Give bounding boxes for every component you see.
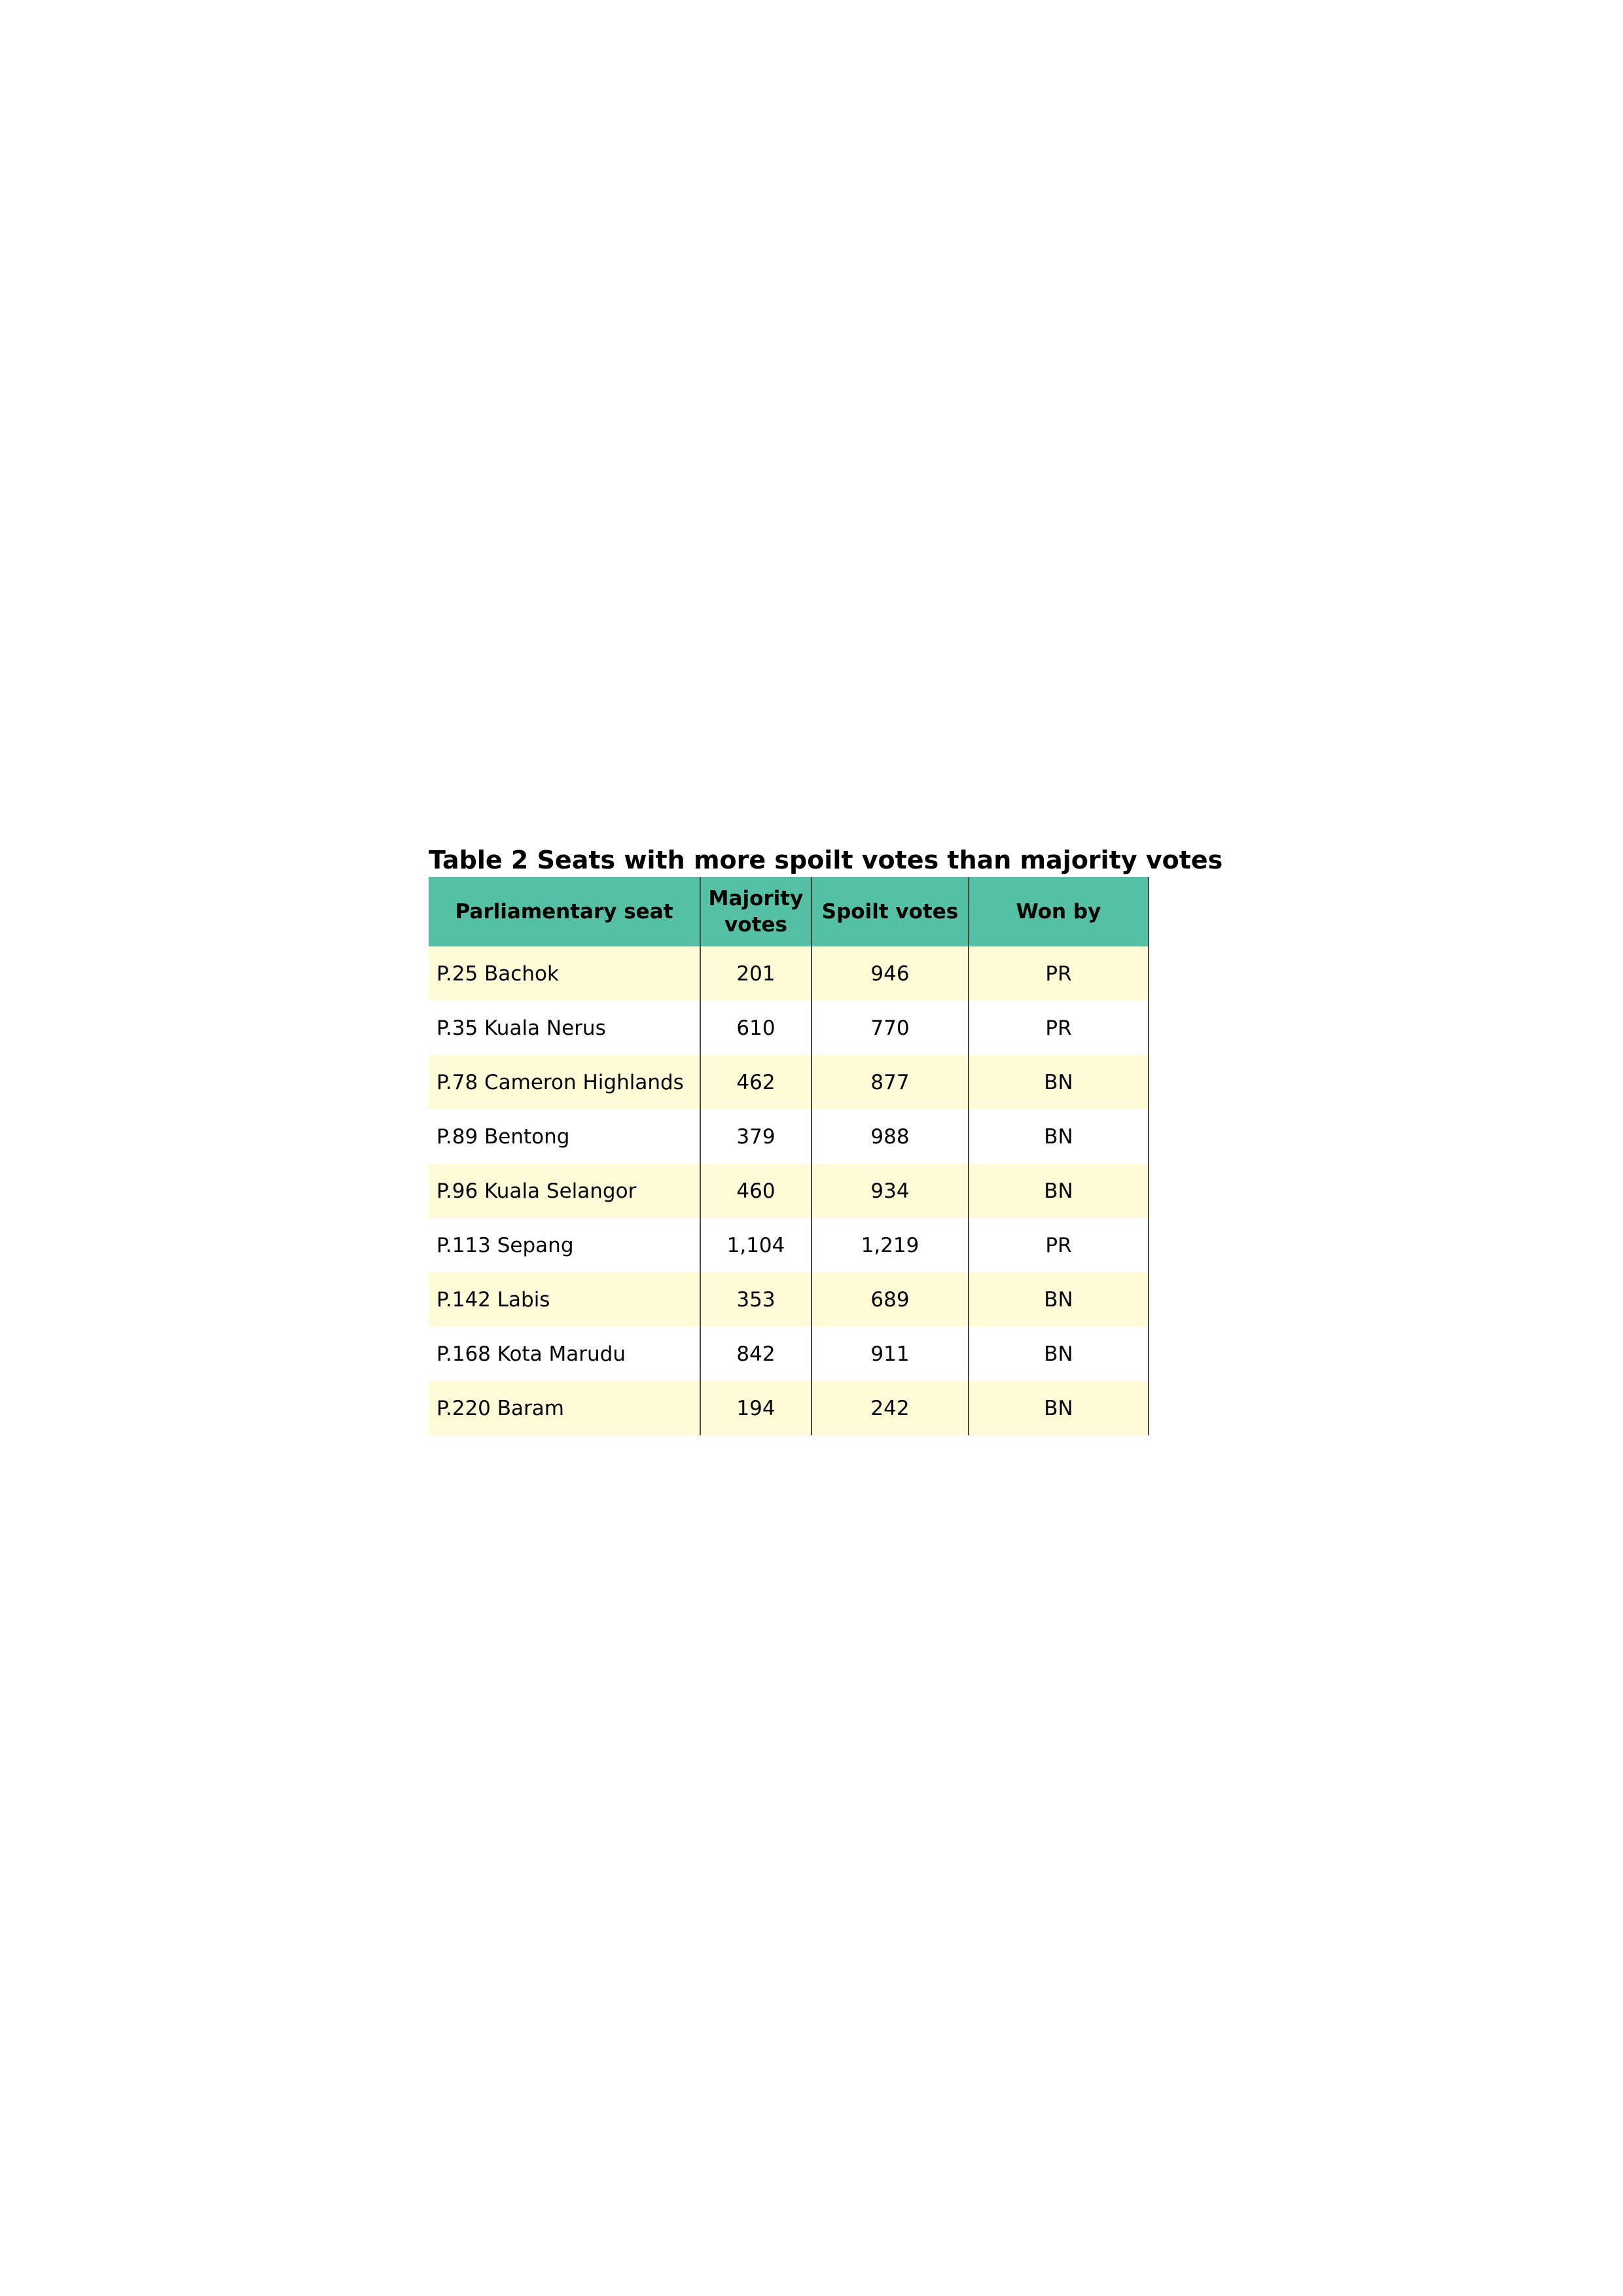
header-won-by: Won by xyxy=(969,877,1149,946)
cell-won-by: BN xyxy=(969,1327,1149,1381)
table-row xyxy=(429,1218,1149,1272)
cell-won-by: BN xyxy=(969,1272,1149,1327)
cell-parliamentary-seat: P.142 Labis xyxy=(429,1272,700,1327)
cell-parliamentary-seat: P.220 Baram xyxy=(429,1381,700,1435)
cell-won-by: PR xyxy=(969,946,1149,1001)
table-row xyxy=(429,1164,1149,1218)
cell-majority-votes: 379 xyxy=(700,1109,812,1164)
cell-won-by: PR xyxy=(969,1218,1149,1272)
cell-majority-votes: 201 xyxy=(700,946,812,1001)
table-row xyxy=(429,1381,1149,1435)
cell-spoilt-votes: 1,219 xyxy=(812,1218,969,1272)
cell-spoilt-votes: 946 xyxy=(812,946,969,1001)
table-row xyxy=(429,1327,1149,1381)
table-title: Table 2 Seats with more spoilt votes than majority votes xyxy=(429,846,1223,874)
cell-won-by: BN xyxy=(969,1109,1149,1164)
cell-parliamentary-seat: P.35 Kuala Nerus xyxy=(429,1001,700,1055)
cell-parliamentary-seat: P.25 Bachok xyxy=(429,946,700,1001)
cell-spoilt-votes: 988 xyxy=(812,1109,969,1164)
cell-won-by: BN xyxy=(969,1055,1149,1109)
header-majority-line2: votes xyxy=(724,913,787,937)
cell-majority-votes: 610 xyxy=(700,1001,812,1055)
cell-parliamentary-seat: P.89 Bentong xyxy=(429,1109,700,1164)
cell-parliamentary-seat: P.113 Sepang xyxy=(429,1218,700,1272)
cell-spoilt-votes: 877 xyxy=(812,1055,969,1109)
table-row xyxy=(429,1001,1149,1055)
cell-parliamentary-seat: P.96 Kuala Selangor xyxy=(429,1164,700,1218)
table-body xyxy=(429,946,1149,1435)
table-header-row xyxy=(429,877,1149,946)
table-row xyxy=(429,1272,1149,1327)
header-majority-votes xyxy=(700,877,812,946)
cell-won-by: PR xyxy=(969,1001,1149,1055)
seats-table-block xyxy=(429,843,1223,1435)
cell-majority-votes: 460 xyxy=(700,1164,812,1218)
seats-table xyxy=(429,877,1149,1435)
header-parliamentary-seat: Parliamentary seat xyxy=(429,877,700,946)
cell-majority-votes: 462 xyxy=(700,1055,812,1109)
cell-spoilt-votes: 911 xyxy=(812,1327,969,1381)
table-row xyxy=(429,946,1149,1001)
cell-parliamentary-seat: P.168 Kota Marudu xyxy=(429,1327,700,1381)
cell-majority-votes: 353 xyxy=(700,1272,812,1327)
cell-spoilt-votes: 242 xyxy=(812,1381,969,1435)
header-spoilt-votes: Spoilt votes xyxy=(812,877,969,946)
table-row xyxy=(429,1055,1149,1109)
cell-majority-votes: 1,104 xyxy=(700,1218,812,1272)
cell-spoilt-votes: 770 xyxy=(812,1001,969,1055)
cell-spoilt-votes: 689 xyxy=(812,1272,969,1327)
cell-majority-votes: 194 xyxy=(700,1381,812,1435)
table-row xyxy=(429,1109,1149,1164)
cell-parliamentary-seat: P.78 Cameron Highlands xyxy=(429,1055,700,1109)
cell-majority-votes: 842 xyxy=(700,1327,812,1381)
cell-won-by: BN xyxy=(969,1381,1149,1435)
cell-spoilt-votes: 934 xyxy=(812,1164,969,1218)
cell-won-by: BN xyxy=(969,1164,1149,1218)
header-majority-line1: Majority xyxy=(708,887,804,910)
